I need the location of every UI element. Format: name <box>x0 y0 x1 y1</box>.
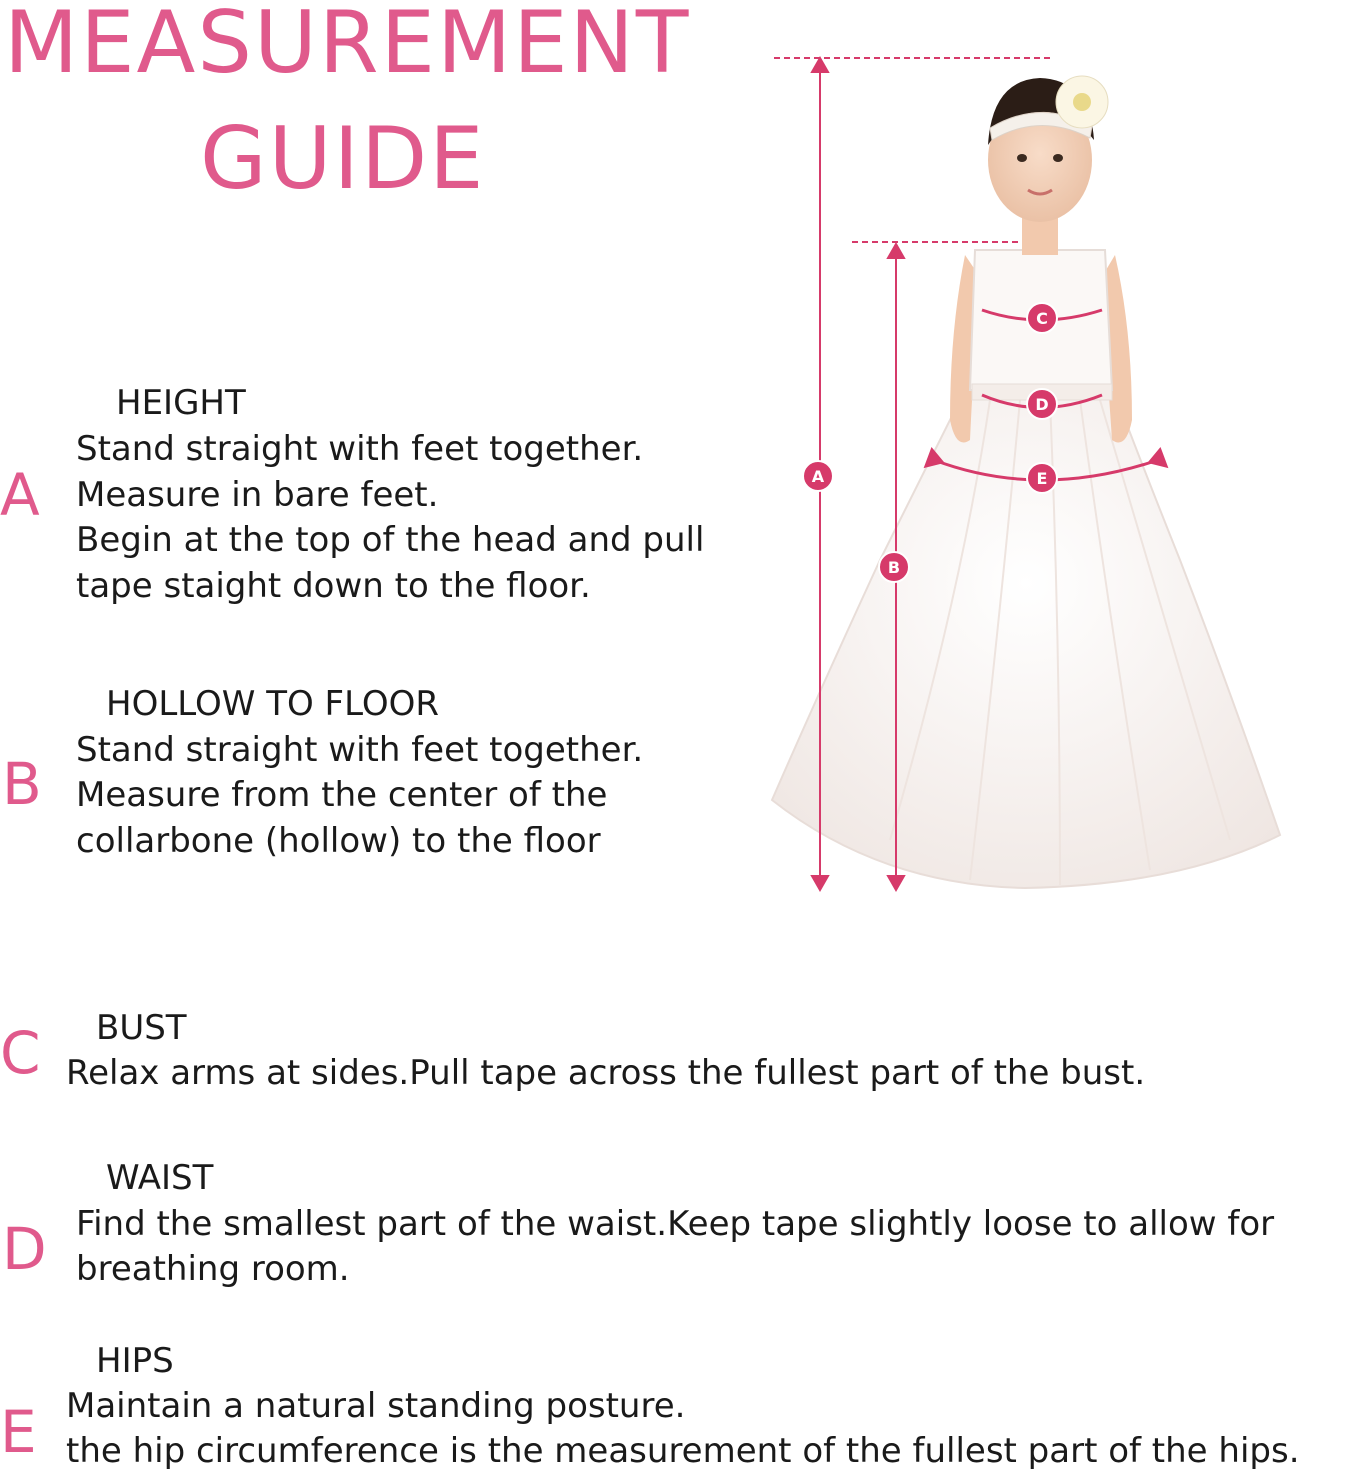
section-text-line: Relax arms at sides.Pull tape across the fullest part of the bust. <box>66 1053 1146 1093</box>
section-letter-e: E <box>0 1398 37 1466</box>
section-heading-bust: BUST <box>96 1008 187 1048</box>
marker-label-d: D <box>1035 395 1049 414</box>
section-text-line: Measure in bare feet. <box>76 475 439 515</box>
section-heading-waist: WAIST <box>106 1158 214 1198</box>
right-eye <box>1053 154 1063 162</box>
marker-e <box>1027 463 1057 493</box>
section-heading-hollow-to-floor: HOLLOW TO FLOOR <box>106 684 439 724</box>
flower-accessory <box>1056 76 1108 128</box>
section-heading-hips: HIPS <box>96 1341 174 1381</box>
section-text-line: tape staight down to the floor. <box>76 566 591 606</box>
section-text-line: collarbone (hollow) to the floor <box>76 821 601 861</box>
section-text-line: Find the smallest part of the waist.Keep tape slightly loose to allow for <box>76 1204 1275 1244</box>
section-text-line: breathing room. <box>76 1249 350 1289</box>
marker-label-c: C <box>1036 309 1048 328</box>
marker-a <box>803 461 833 491</box>
section-letter-a: A <box>0 461 40 529</box>
section-text-line: Stand straight with feet together. <box>76 730 644 770</box>
title-line-2: GUIDE <box>200 109 486 209</box>
section-text-line: Maintain a natural standing posture. <box>66 1386 686 1426</box>
section-letter-c: C <box>0 1019 41 1087</box>
marker-label-b: B <box>887 558 901 577</box>
marker-b <box>879 552 909 582</box>
title-line-1: MEASUREMENT <box>4 0 691 93</box>
section-letter-d: D <box>2 1215 47 1283</box>
section-letter-b: B <box>2 750 42 818</box>
dress-figure-illustration <box>760 40 1300 900</box>
marker-d <box>1027 389 1057 419</box>
marker-label-a: A <box>811 467 825 486</box>
marker-c <box>1027 303 1057 333</box>
section-heading-height: HEIGHT <box>116 383 246 423</box>
left-eye <box>1017 154 1027 162</box>
section-text-line: Begin at the top of the head and pull <box>76 520 705 560</box>
section-text-line: Measure from the center of the <box>76 775 608 815</box>
dress-skirt <box>772 380 1280 888</box>
section-text-line: Stand straight with feet together. <box>76 429 644 469</box>
marker-label-e: E <box>1036 469 1048 488</box>
section-text-line: the hip circumference is the measurement of the fullest part of the hips. <box>66 1431 1300 1471</box>
